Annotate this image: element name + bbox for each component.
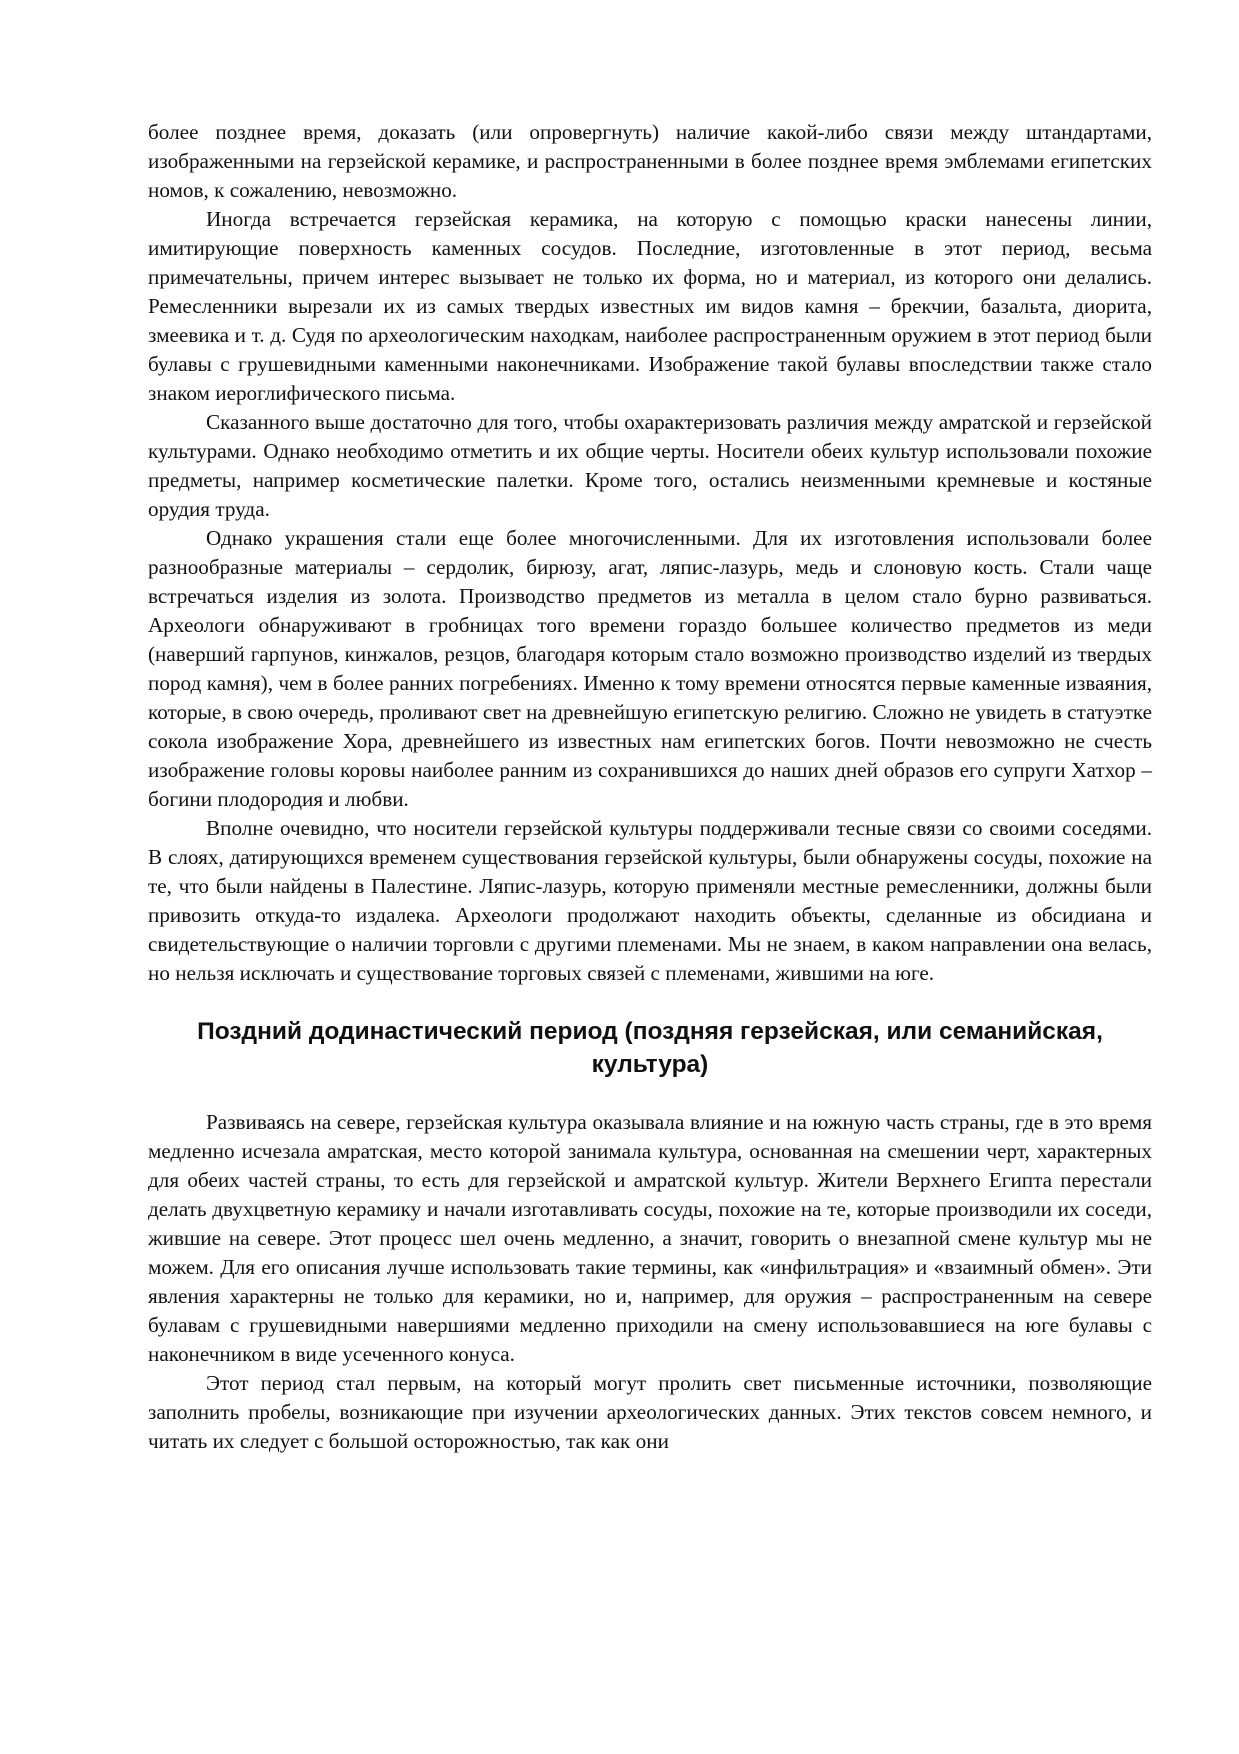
paragraph: Сказанного выше достаточно для того, чтобы охарактеризовать различия между амратской и герзейской культурами. Однако необходимо отметить и их общие черты. Носители обеих культур использовали похожие предметы, например косметические палетки. Кроме того, остались неизменными кремневые и костяные орудия труда. bbox=[148, 410, 1152, 521]
paragraph: Этот период стал первым, на который могут пролить свет письменные источники, позволяющие заполнить пробелы, возникающие при изучении археологических данных. Этих текстов совсем немного, и читать их следует с большой осторожностью, так как они bbox=[148, 1371, 1152, 1453]
document-page bbox=[148, 118, 1152, 1456]
section-heading: Поздний додинастический период (поздняя герзейская, или семанийская, культура) bbox=[197, 1018, 1103, 1078]
paragraph: Вполне очевидно, что носители герзейской культуры поддерживали тесные связи со своими соседями. В слоях, датирующихся временем существования герзейской культуры, были обнаружены сосуды, похожие на те, что были найдены в Палестине. Ляпис-лазурь, которую применяли местные ремесленники, должны были привозить откуда-то издалека. Археологи продолжают находить объекты, сделанные из обсидиана и свидетельствующие о наличии торговли с другими племенами. Мы не знаем, в каком направлении она велась, но нельзя исключать и существование торговых связей с племенами, жившими на юге. bbox=[148, 816, 1152, 985]
paragraph: Развиваясь на севере, герзейская культура оказывала влияние и на южную часть страны, где в это время медленно исчезала амратская, место которой занимала культура, основанная на смешении черт, характерных для обеих частей страны, то есть для герзейской и амратской культур. Жители Верхнего Египта перестали делать двухцветную керамику и начали изготавливать сосуды, похожие на те, которые производили их соседи, жившие на севере. Этот процесс шел очень медленно, а значит, говорить о внезапной смене культур мы не можем. Для его описания лучше использовать такие термины, как «инфильтрация» и «взаимный обмен». Эти явления характерны не только для керамики, но и, например, для оружия – распространенным на севере булавам с грушевидными навершиями медленно приходили на смену использовавшиеся на юге булавы с наконечником в виде усеченного конуса. bbox=[148, 1110, 1152, 1366]
paragraph: Однако украшения стали еще более многочисленными. Для их изготовления использовали более разнообразные материалы – сердолик, бирюзу, агат, ляпис-лазурь, медь и слоновую кость. Стали чаще встречаться изделия из золота. Производство предметов из металла в целом стало бурно развиваться. Археологи обнаруживают в гробницах того времени гораздо большее количество предметов из меди (наверший гарпунов, кинжалов, резцов, благодаря которым стало возможно производство изделий из твердых пород камня), чем в более ранних погребениях. Именно к тому времени относятся первые каменные изваяния, которые, в свою очередь, проливают свет на древнейшую египетскую религию. Сложно не увидеть в статуэтке сокола изображение Хора, древнейшего из известных нам египетских богов. Почти невозможно не счесть изображение головы коровы наиболее ранним из сохранившихся до наших дней образов его супруги Хатхор – богини плодородия и любви. bbox=[148, 526, 1152, 811]
paragraph: более позднее время, доказать (или опровергнуть) наличие какой-либо связи между штандартами, изображенными на герзейской керамике, и распространенными в более позднее время эмблемами египетских номов, к сожалению, невозможно. bbox=[148, 120, 1152, 202]
paragraph: Иногда встречается герзейская керамика, на которую с помощью краски нанесены линии, имитирующие поверхность каменных сосудов. Последние, изготовленные в этот период, весьма примечательны, причем интерес вызывает не только их форма, но и материал, из которого они делались. Ремесленники вырезали их из самых твердых известных им видов камня – брекчии, базальта, диорита, змеевика и т. д. Судя по археологическим находкам, наиболее распространенным оружием в этот период были булавы с грушевидными каменными наконечниками. Изображение такой булавы впоследствии также стало знаком иероглифического письма. bbox=[148, 207, 1152, 405]
